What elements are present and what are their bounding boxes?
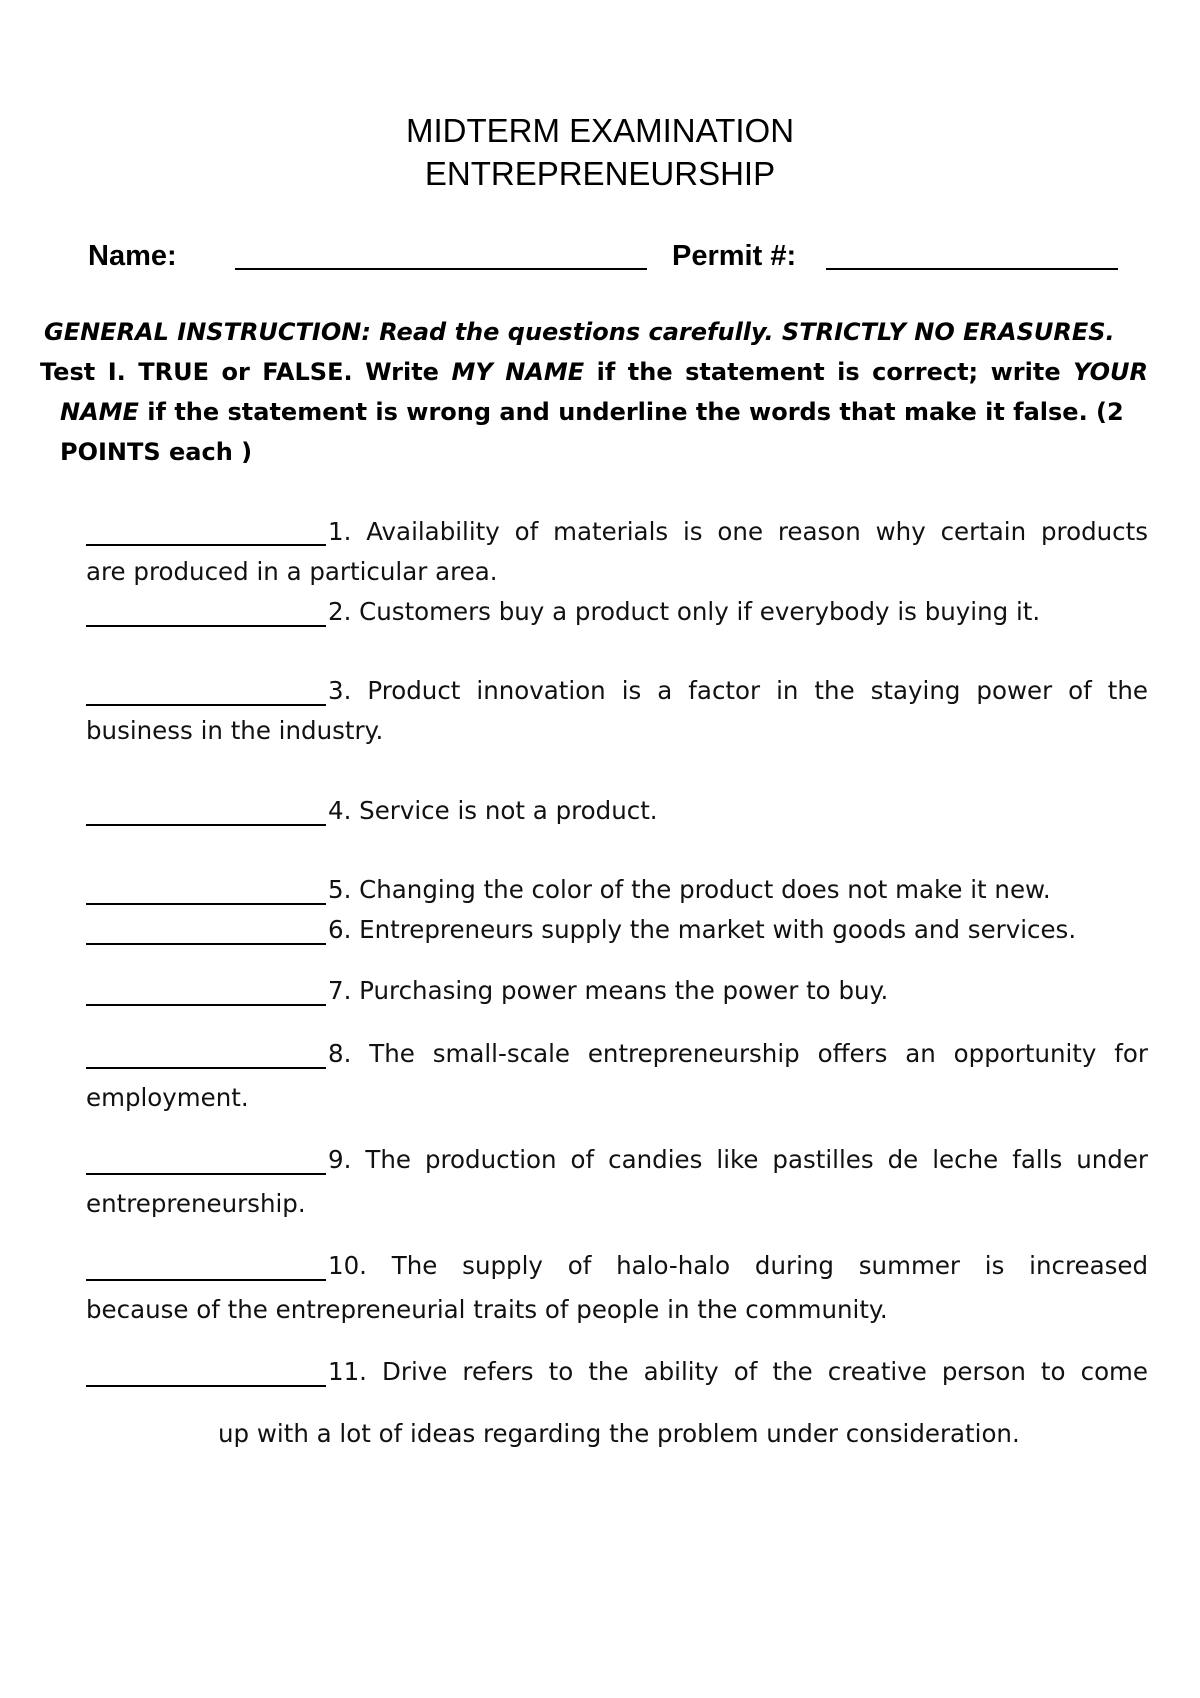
answer-blank[interactable]	[86, 625, 326, 627]
question-2: 2. Customers buy a product only if everybody is buying it.	[328, 597, 1041, 626]
test-instruction-text: if the statement is correct; write	[584, 358, 1074, 386]
answer-blank[interactable]	[86, 1385, 326, 1387]
question-8-cont: employment.	[86, 1083, 249, 1112]
question-3-cont: business in the industry.	[86, 716, 384, 745]
exam-title: MIDTERM EXAMINATION	[405, 112, 795, 149]
my-name-phrase: MY NAME	[451, 358, 585, 386]
question-9-cont: entrepreneurship.	[86, 1189, 306, 1218]
test-instruction-text: Test I. TRUE or FALSE. Write	[40, 358, 452, 386]
question-4: 4. Service is not a product.	[328, 796, 658, 825]
permit-label: Permit #:	[672, 240, 797, 272]
question-11-cont: up with a lot of ideas regarding the problem under consideration.	[218, 1419, 1020, 1448]
general-instruction: GENERAL INSTRUCTION: Read the questions carefully. STRICTLY NO ERASURES.	[44, 318, 1115, 346]
question-10-cont: because of the entrepreneurial traits of people in the community.	[86, 1295, 888, 1324]
question-3: 3. Product innovation is a factor in the staying power of the	[328, 676, 1148, 705]
test-instruction-text: if the statement is wrong and underline the words that make it false. (2	[138, 398, 1124, 426]
answer-blank[interactable]	[86, 704, 326, 706]
test-instruction-line2	[60, 398, 1124, 426]
name-phrase: NAME	[60, 398, 139, 426]
answer-blank[interactable]	[86, 824, 326, 826]
answer-blank[interactable]	[86, 903, 326, 905]
answer-blank[interactable]	[86, 1067, 326, 1069]
question-1-cont: are produced in a particular area.	[86, 557, 498, 586]
answer-blank[interactable]	[86, 544, 326, 546]
test-instruction-line3: POINTS each )	[60, 438, 253, 466]
question-6: 6. Entrepreneurs supply the market with goods and services.	[328, 915, 1077, 944]
question-1: 1. Availability of materials is one reason why certain products	[328, 517, 1148, 546]
answer-blank[interactable]	[86, 1279, 326, 1281]
answer-blank[interactable]	[86, 943, 326, 945]
your-phrase: YOUR	[1073, 358, 1149, 386]
permit-blank[interactable]	[826, 268, 1118, 270]
answer-blank[interactable]	[86, 1173, 326, 1175]
question-11: 11. Drive refers to the ability of the creative person to come	[328, 1357, 1148, 1386]
question-5: 5. Changing the color of the product does not make it new.	[328, 875, 1051, 904]
name-label: Name:	[88, 240, 177, 272]
test-instruction-line1	[40, 358, 1148, 386]
question-7: 7. Purchasing power means the power to buy.	[328, 976, 889, 1005]
question-10: 10. The supply of halo-halo during summer is increased	[328, 1251, 1148, 1280]
question-8: 8. The small-scale entrepreneurship offers an opportunity for	[328, 1039, 1148, 1068]
exam-subject: ENTREPRENEURSHIP	[424, 155, 776, 192]
answer-blank[interactable]	[86, 1004, 326, 1006]
name-blank[interactable]	[235, 268, 647, 270]
question-9: 9. The production of candies like pastilles de leche falls under	[328, 1145, 1148, 1174]
